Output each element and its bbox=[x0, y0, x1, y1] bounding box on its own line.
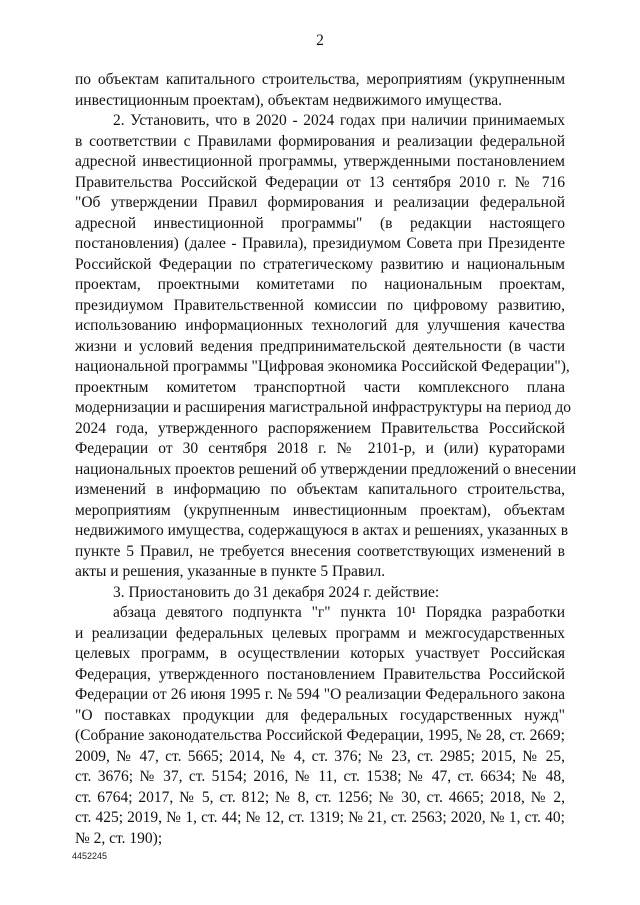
text-line: и реализации федеральных целевых программ и межгосударственных bbox=[75, 624, 565, 642]
text-line: проектным комитетом транспортной части комплексного плана bbox=[75, 378, 565, 396]
document-body bbox=[75, 70, 577, 849]
text-line: национальной программы "Цифровая экономика Российской Федерации"), bbox=[75, 358, 570, 375]
page-number: 2 bbox=[316, 32, 324, 49]
text-line: "Об утверждении Правил формирования и реализации федеральной bbox=[75, 194, 565, 211]
text-line: постановления) (далее - Правила), президиумом Совета при Президенте bbox=[75, 235, 565, 252]
text-line: 3. Приостановить до 31 декабря 2024 г. действие: bbox=[113, 583, 440, 601]
text-line: Федерации от 30 сентября 2018 г. № 2101-р, и (или) кураторами bbox=[75, 440, 565, 457]
text-line: 2024 года, утвержденного распоряжением Правительства Российской bbox=[75, 419, 565, 437]
text-line: абзаца девятого подпункта "г" пункта 10¹ Порядка разработки bbox=[113, 604, 565, 621]
text-line: Российской Федерации по стратегическому развитию и национальным bbox=[75, 255, 565, 273]
document-id: 4452245 bbox=[72, 851, 108, 861]
text-line: адресной инвестиционной программы" (в редакции настоящего bbox=[75, 214, 565, 232]
text-line: инвестиционным проектам), объектам недвижимого имущества. bbox=[75, 91, 503, 109]
text-line: жизни и условий ведения предпринимательской деятельности (в части bbox=[75, 337, 565, 355]
text-line: недвижимого имущества, содержащуюся в актах и решениях, указанных в bbox=[75, 522, 569, 539]
text-line: Федерация, утвержденного постановлением Правительства Российской bbox=[75, 665, 565, 683]
text-line: акты и решения, указанные в пункте 5 Правил. bbox=[75, 563, 386, 580]
text-line: 2009, № 47, ст. 5665; 2014, № 4, ст. 376; № 23, ст. 2985; 2015, № 25, bbox=[75, 747, 565, 765]
text-line: в соответствии с Правилами формирования и реализации федеральной bbox=[75, 132, 565, 150]
text-line: пункте 5 Правил, не требуется внесения соответствующих изменений в bbox=[75, 542, 565, 560]
text-line: модернизации и расширения магистральной инфраструктуры на период до bbox=[75, 399, 572, 416]
text-line: ст. 425; 2019, № 1, ст. 44; № 12, ст. 1319; № 21, ст. 2563; 2020, № 1, ст. 40; bbox=[75, 809, 565, 826]
text-line: изменений в информацию по объектам капитального строительства, bbox=[75, 481, 565, 498]
text-line: по объектам капитального строительства, мероприятиям (укрупненным bbox=[75, 71, 565, 88]
text-line: Федерации от 26 июня 1995 г. № 594 "О реализации Федерального закона bbox=[75, 686, 565, 703]
text-line: национальных проектов решений об утверждении предложений о внесении bbox=[75, 460, 577, 478]
text-line: ст. 3676; № 37, ст. 5154; 2016, № 11, ст. 1538; № 47, ст. 6634; № 48, bbox=[75, 768, 565, 785]
text-line: Правительства Российской Федерации от 13 сентября 2010 г. № 716 bbox=[75, 173, 565, 191]
text-line: использованию информационных технологий для улучшения качества bbox=[75, 317, 565, 334]
text-line: "О поставках продукции для федеральных государственных нужд" bbox=[75, 706, 565, 724]
text-line: целевых программ, в осуществлении которых участвует Российская bbox=[75, 645, 565, 662]
text-line: проектам, проектными комитетами по национальным проектам, bbox=[75, 276, 565, 293]
text-line: мероприятиям (укрупненным инвестиционным проектам), объектам bbox=[75, 501, 565, 519]
text-line: ст. 6764; 2017, № 5, ст. 812; № 8, ст. 1256; № 30, ст. 4665; 2018, № 2, bbox=[75, 788, 565, 806]
text-line: (Собрание законодательства Российской Федерации, 1995, № 28, ст. 2669; bbox=[75, 727, 565, 744]
text-line: президиумом Правительственной комиссии по цифровому развитию, bbox=[75, 296, 565, 314]
text-line: № 2, ст. 190); bbox=[75, 829, 163, 847]
text-line: адресной инвестиционной программы, утвержденными постановлением bbox=[75, 153, 565, 170]
text-line: 2. Установить, что в 2020 - 2024 годах при наличии принимаемых bbox=[113, 112, 565, 129]
